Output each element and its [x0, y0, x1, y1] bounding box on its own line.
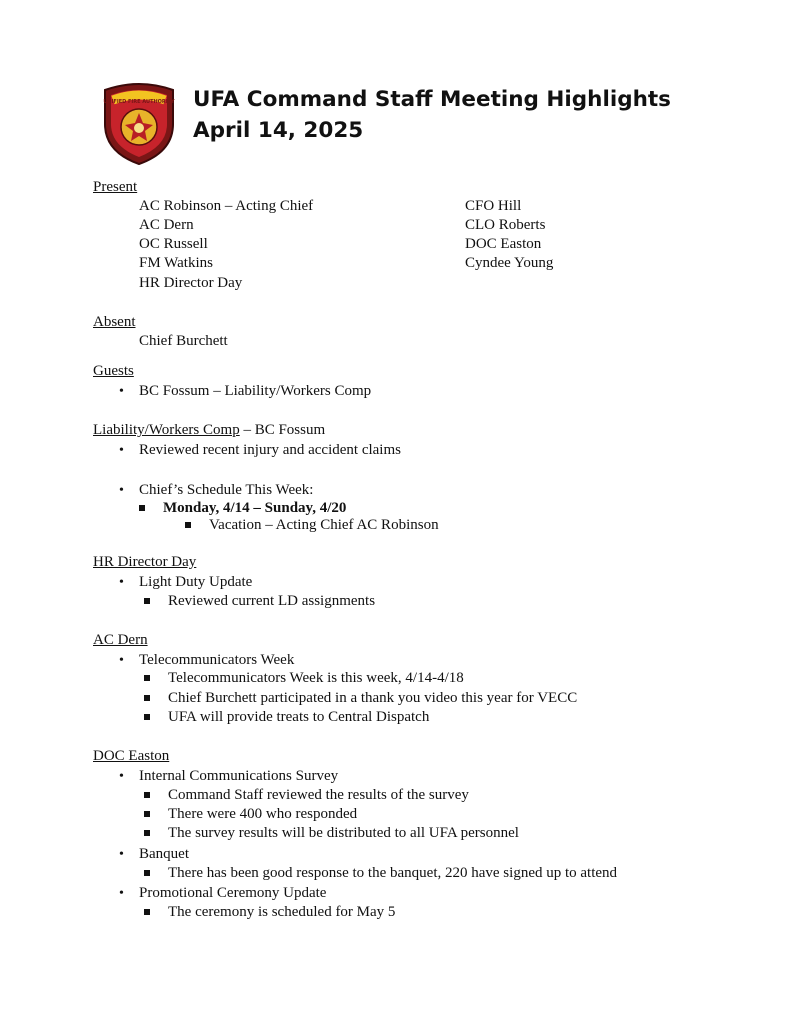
liability-heading-presenter: – BC Fossum [239, 422, 326, 438]
easton-subitem: The survey results will be distributed to all UFA personnel [168, 824, 519, 844]
dern-heading: AC Dern [93, 632, 148, 648]
present-member: AC Dern [139, 217, 194, 233]
easton-subitem: There has been good response to the banquet, 220 have signed up to attend [168, 864, 617, 884]
dern-subitem: Chief Burchett participated in a thank you video this year for VECC [168, 689, 577, 709]
liability-item: • Chief’s Schedule This Week: [139, 481, 313, 501]
schedule-note: Vacation – Acting Chief AC Robinson [209, 516, 439, 536]
dern-subitem: Telecommunicators Week is this week, 4/14-4/18 [168, 669, 464, 689]
present-member: FM Watkins [139, 255, 213, 271]
title-line1: UFA Command Staff Meeting Highlights [193, 87, 671, 112]
easton-heading: DOC Easton [93, 748, 170, 764]
easton-item: • Internal Communications Survey [139, 767, 338, 787]
liability-item: • Reviewed recent injury and accident claims [139, 441, 401, 461]
schedule-dates: Monday, 4/14 – Sunday, 4/20 [163, 499, 346, 519]
dern-subitem: UFA will provide treats to Central Dispatch [168, 708, 429, 728]
easton-subitem: Command Staff reviewed the results of the survey [168, 786, 469, 806]
easton-subitem: The ceremony is scheduled for May 5 [168, 903, 395, 923]
ufa-logo [99, 80, 179, 166]
dern-item: • Telecommunicators Week [139, 651, 294, 671]
easton-item: • Banquet [139, 845, 189, 865]
present-member: CFO Hill [465, 198, 522, 214]
page-title [193, 84, 671, 146]
absent-heading: Absent [93, 314, 136, 330]
guest-item: • BC Fossum – Liability/Workers Comp [139, 382, 371, 402]
guests-heading: Guests [93, 363, 134, 379]
present-member: CLO Roberts [465, 217, 546, 233]
hr-subitem: Reviewed current LD assignments [168, 592, 375, 612]
present-member: HR Director Day [139, 275, 243, 291]
absent-member: Chief Burchett [139, 333, 228, 349]
title-date: April 14, 2025 [193, 118, 364, 143]
easton-subitem: There were 400 who responded [168, 805, 357, 825]
present-member: OC Russell [139, 236, 208, 252]
hr-heading: HR Director Day [93, 554, 197, 570]
liability-heading-title: Liability/Workers Comp [93, 422, 240, 438]
easton-item: • Promotional Ceremony Update [139, 884, 326, 904]
present-member: AC Robinson – Acting Chief [139, 198, 314, 214]
present-member: Cyndee Young [465, 255, 554, 271]
present-heading: Present [93, 179, 138, 195]
liability-heading [93, 421, 325, 441]
present-member: DOC Easton [465, 236, 542, 252]
ufa-logo-text: UNIFIED FIRE AUTHORITY [103, 99, 175, 105]
hr-item: • Light Duty Update [139, 573, 252, 593]
